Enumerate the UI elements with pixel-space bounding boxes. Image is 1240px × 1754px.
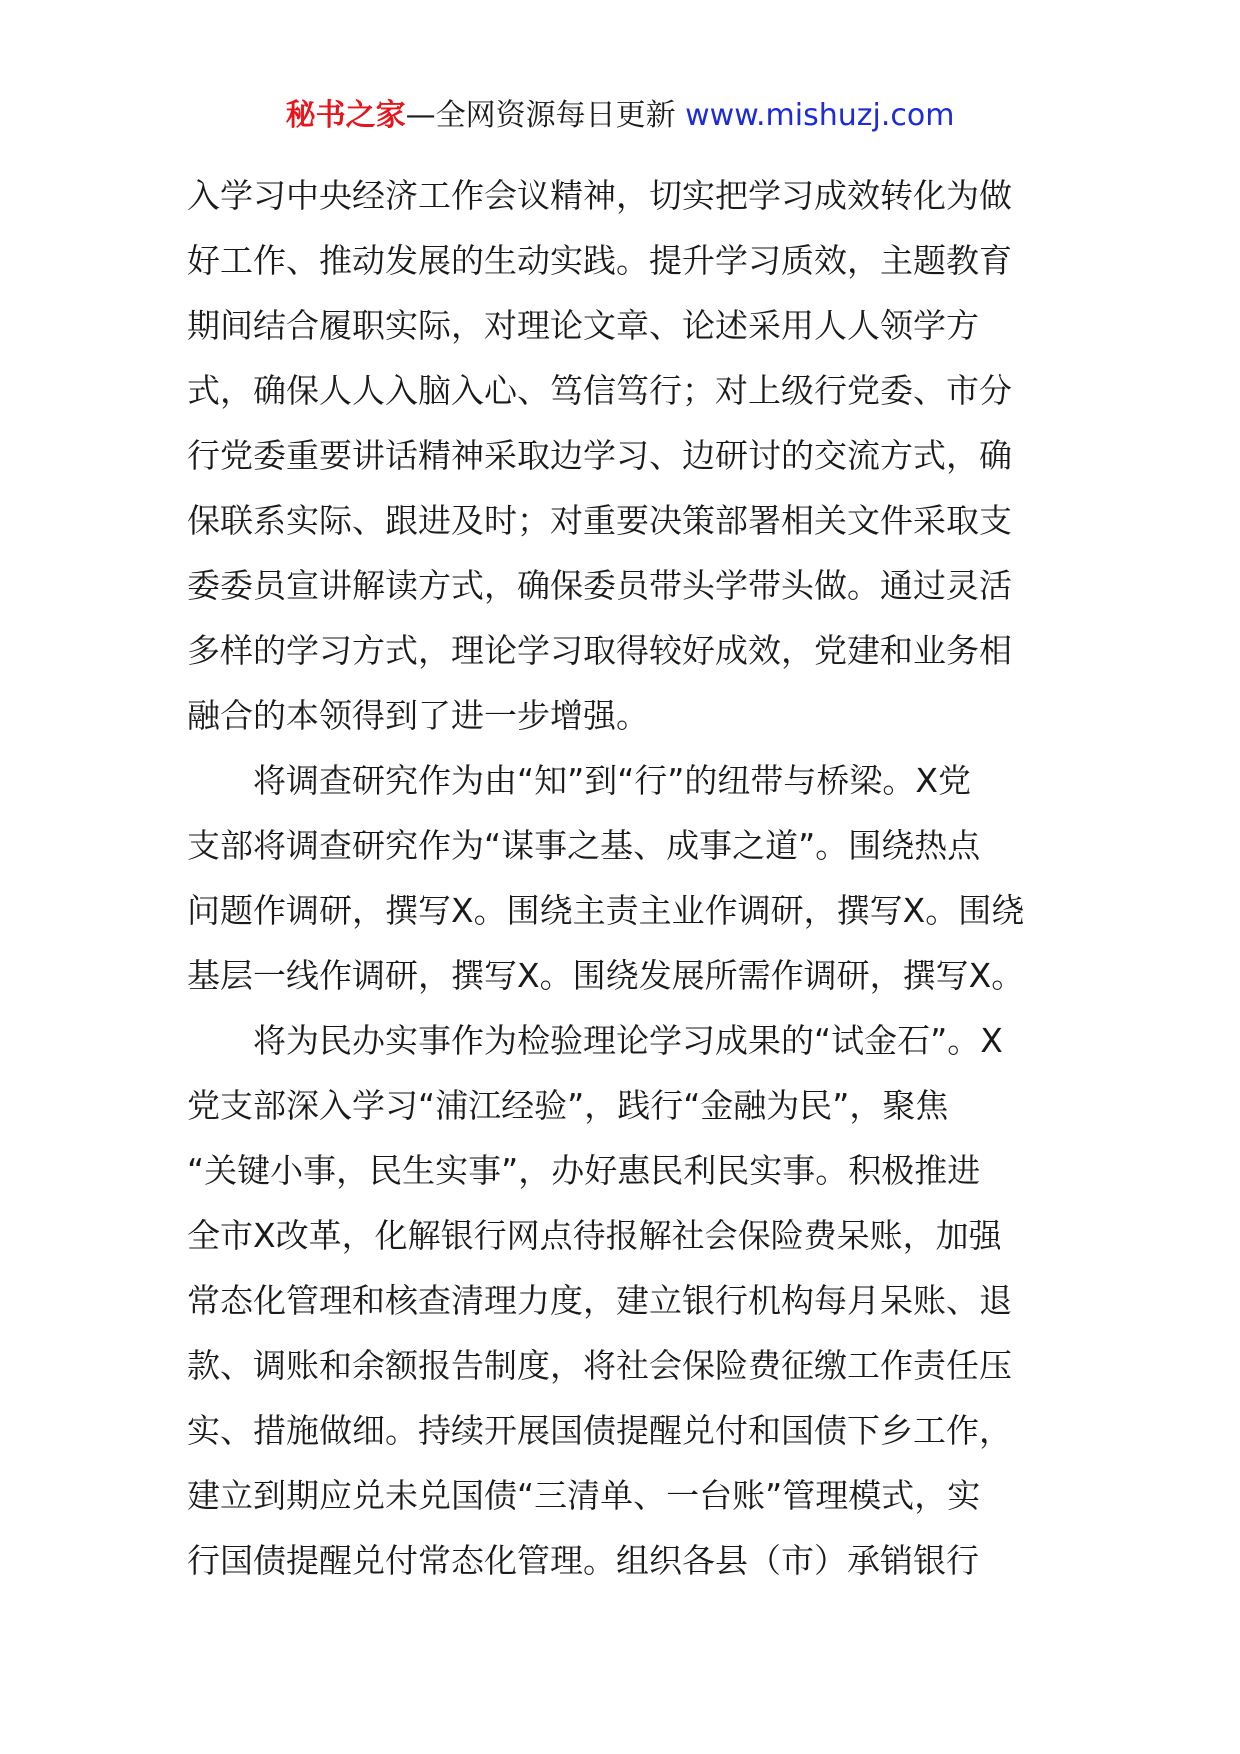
- text-line: 行党委重要讲话精神采取边学习、边研讨的交流方式，确: [187, 436, 1012, 475]
- text-line: 支部将调查研究作为“谋事之基、成事之道”。围绕热点: [187, 826, 981, 865]
- text-line: 行国债提醒兑付常态化管理。组织各县（市）承销银行: [187, 1541, 979, 1580]
- header-url-link[interactable]: www.mishuzj.com: [685, 98, 955, 133]
- document-body: [187, 163, 1057, 1593]
- text-line: “关键小事，民生实事”，办好惠民利民实事。积极推进: [187, 1151, 981, 1190]
- text-line: 款、调账和余额报告制度，将社会保险费征缴工作责任压: [187, 1346, 1012, 1385]
- text-line: 保联系实际、跟进及时；对重要决策部署相关文件采取支: [187, 501, 1012, 540]
- text-line: 全市X改革，化解银行网点待报解社会保险费呆账，加强: [187, 1216, 1002, 1255]
- text-line: 多样的学习方式，理论学习取得较好成效，党建和业务相: [187, 631, 1012, 670]
- header-tagline: —全网资源每日更新: [405, 98, 686, 133]
- text-line: 式，确保人人入脑入心、笃信笃行；对上级行党委、市分: [187, 371, 1012, 410]
- text-line: 基层一线作调研，撰写X。围绕发展所需作调研，撰写X。: [187, 956, 1025, 995]
- text-line: 建立到期应兑未兑国债“三清单、一台账”管理模式，实: [187, 1476, 981, 1515]
- text-line: 常态化管理和核查清理力度，建立银行机构每月呆账、退: [187, 1281, 1012, 1320]
- text-line: 融合的本领得到了进一步增强。: [187, 696, 649, 735]
- text-line: 入学习中央经济工作会议精神，切实把学习成效转化为做: [187, 176, 1012, 215]
- text-line: 实、措施做细。持续开展国债提醒兑付和国债下乡工作，: [187, 1411, 1012, 1450]
- text-line: 期间结合履职实际，对理论文章、论述采用人人领学方: [187, 306, 979, 345]
- text-line: 将为民办实事作为检验理论学习成果的“试金石”。X: [253, 1021, 1003, 1060]
- text-line: 将调查研究作为由“知”到“行”的纽带与桥梁。X党: [253, 761, 971, 800]
- text-line: 问题作调研，撰写X。围绕主责主业作调研，撰写X。围绕: [187, 891, 1025, 930]
- text-line: 党支部深入学习“浦江经验”，践行“金融为民”，聚焦: [187, 1086, 949, 1125]
- site-header: [0, 96, 1240, 136]
- text-line: 委委员宣讲解读方式，确保委员带头学带头做。通过灵活: [187, 566, 1012, 605]
- text-line: 好工作、推动发展的生动实践。提升学习质效，主题教育: [187, 241, 1012, 280]
- header-brand: 秘书之家: [285, 98, 406, 133]
